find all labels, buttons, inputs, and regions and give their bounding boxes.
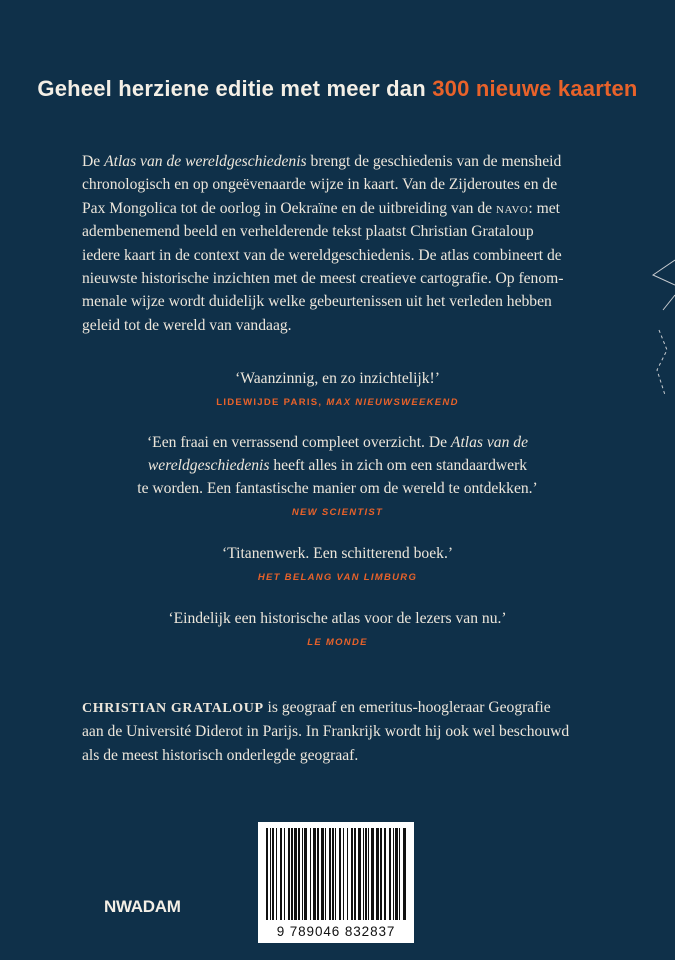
bio-line: als de meest historisch onderlegde geograaf. <box>82 746 359 764</box>
review-quote <box>0 367 675 408</box>
quote-source-publication: NEW SCIENTIST <box>291 507 384 518</box>
quote-source-publication: HET BELANG VAN LIMBURG <box>257 572 418 583</box>
barcode <box>258 822 414 943</box>
quote-text <box>0 431 675 454</box>
quote-source <box>0 397 675 408</box>
quote-text: te worden. Een fantastische manier om de wereld te ontdekken.’ <box>137 480 538 497</box>
book-title: wereldgeschiedenis <box>147 457 270 474</box>
headline-prefix: Geheel herziene editie met meer dan <box>37 76 426 101</box>
blurb-line: chronologisch en op ongeëvenaarde wijze in kaart. Van de Zijderoutes en de <box>82 176 558 194</box>
isbn-number: 9 789046 832837 <box>276 924 396 939</box>
barcode-bars <box>266 828 406 920</box>
quote-text-part: ‘Een fraai en verrassend compleet overzicht. De <box>146 434 448 451</box>
blurb-text: Pax Mongolica tot de oorlog in Oekraïne en de uitbreiding van de <box>82 199 493 217</box>
quote-text: ‘Waanzinnig, en zo inzichtelijk!’ <box>235 370 440 387</box>
blurb-text: : met <box>528 199 560 217</box>
book-title: Atlas van de <box>450 434 529 451</box>
bio-text: is geograaf en emeritus-hoogleraar Geografie <box>267 699 551 716</box>
quote-source-name: LIDEWIJDE PARIS, <box>216 397 323 408</box>
blurb-line: nieuwste historische inzichten met de meest creatieve cartografie. Op fenom- <box>82 270 564 288</box>
quote-text-part: heeft alles in zich om een standaardwerk <box>273 457 528 474</box>
book-title: Atlas van de wereldgeschiedenis <box>104 153 307 170</box>
quote-source-publication: MAX NIEUWSWEEKEND <box>326 397 459 408</box>
bio-line: aan de Université Diderot in Parijs. In Frankrijk wordt hij ook wel beschouwd <box>82 723 570 741</box>
blurb-text: brengt de geschiedenis van de mensheid <box>310 153 562 170</box>
headline-accent: 300 nieuwe kaarten <box>432 76 638 101</box>
blurb-line: geleid tot de wereld van vandaag. <box>82 316 292 334</box>
quote-text: ‘Eindelijk een historische atlas voor de lezers van nu.’ <box>168 610 507 627</box>
quote-source <box>0 637 675 648</box>
blurb <box>82 150 602 337</box>
blurb-line: menale wijze wordt duidelijk welke gebeurtenissen uit het verleden hebben <box>82 293 552 311</box>
review-quote <box>0 431 675 518</box>
quote-source <box>0 572 675 583</box>
quote-source <box>0 507 675 518</box>
headline <box>0 76 675 102</box>
bio-line <box>82 696 612 720</box>
quote-text: ‘Titanenwerk. Een schitterend boek.’ <box>221 545 454 562</box>
blurb-abbreviation: navo <box>496 199 529 217</box>
quote-text <box>0 454 675 477</box>
author-name: CHRISTIAN GRATALOUP <box>82 701 264 716</box>
blurb-text: De <box>82 153 101 170</box>
review-quote <box>0 607 675 648</box>
blurb-line: adembenemend beeld en verhelderende tekst plaatst Christian Grataloup <box>82 223 534 241</box>
blurb-line <box>82 150 602 173</box>
map-line-decoration <box>645 200 675 400</box>
quote-source-publication: LE MONDE <box>307 637 368 648</box>
blurb-line <box>82 197 602 220</box>
author-bio <box>82 696 612 767</box>
blurb-line: iedere kaart in de context van de wereldgeschiedenis. De atlas combineert de <box>82 246 562 264</box>
review-quote <box>0 542 675 583</box>
publisher-logo: NWADAM <box>104 897 181 916</box>
